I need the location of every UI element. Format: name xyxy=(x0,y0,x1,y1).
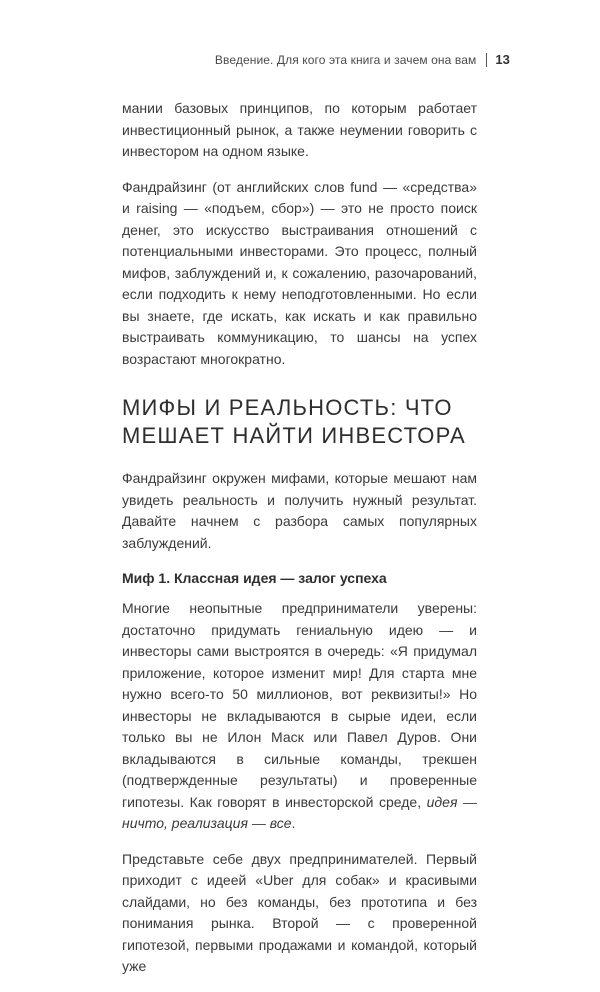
paragraph-fundraising-definition: Фандрайзинг (от английских слов fund — «средства» и raising — «подъем, сбор») — это не просто поиск денег, это искусство выстраивания отношений с потенциальными инвесторами. Это процесс, полный мифов, заблуждений и, к сожалению, разочарований, если подходить к нему неподготовленными. Но если вы знаете, где искать, как искать и как правильно выстраивать коммуникацию, то шансы на успех возрастают многократно. xyxy=(122,178,477,367)
running-head-title: Введение. Для кого эта книга и зачем она вам xyxy=(214,52,477,67)
page-number: 13 xyxy=(495,52,510,67)
paragraph-myth-1 xyxy=(122,598,477,835)
page-body xyxy=(122,98,477,992)
running-head xyxy=(215,52,510,67)
section-heading: МИФЫ И РЕАЛЬНОСТЬ: ЧТО МЕШАЕТ НАЙТИ ИНВЕСТОРА xyxy=(122,395,466,448)
paragraph-continuation: мании базовых принципов, по которым работает инвестиционный рынок, а также неумении говорить с инвестором на одном языке. xyxy=(122,100,477,159)
running-head-divider xyxy=(486,53,487,67)
paragraph-two-entrepreneurs: Представьте себе двух предпринимателей. Первый приходит с идеей «Uber для собак» и красивыми слайдами, но без команды, без прототипа и без понимания рынка. Второй — с проверенной гипотезой, первыми продажами и командой, который уже xyxy=(122,850,477,974)
myth-1-end: . xyxy=(291,815,296,831)
paragraph-myths-intro: Фандрайзинг окружен мифами, которые мешают нам увидеть реальность и получить нужный результат. Давайте начнем с разбора самых популярных заблуждений. xyxy=(122,470,477,551)
myth-subheading: Миф 1. Классная идея — залог успеха xyxy=(122,570,387,586)
myth-1-text: Многие неопытные предприниматели уверены: достаточно придумать гениальную идею — и инвесторы сами выстроятся в очередь: «Я придумал приложение, которое изменит мир! Для старта мне нужно всего-то 50 миллионов, вот реквизиты!» Но инвесторы не вкладываются в сырые идеи, если только вы не Илон Маск или Павел Дуров. Они вкладываются в сильные команды, трекшен (подтвержденные результаты) и проверенные гипотезы. Как говорят в инвесторской среде, xyxy=(122,600,477,810)
myth-1-quote: идея — ничто, реализация — все xyxy=(122,793,477,831)
